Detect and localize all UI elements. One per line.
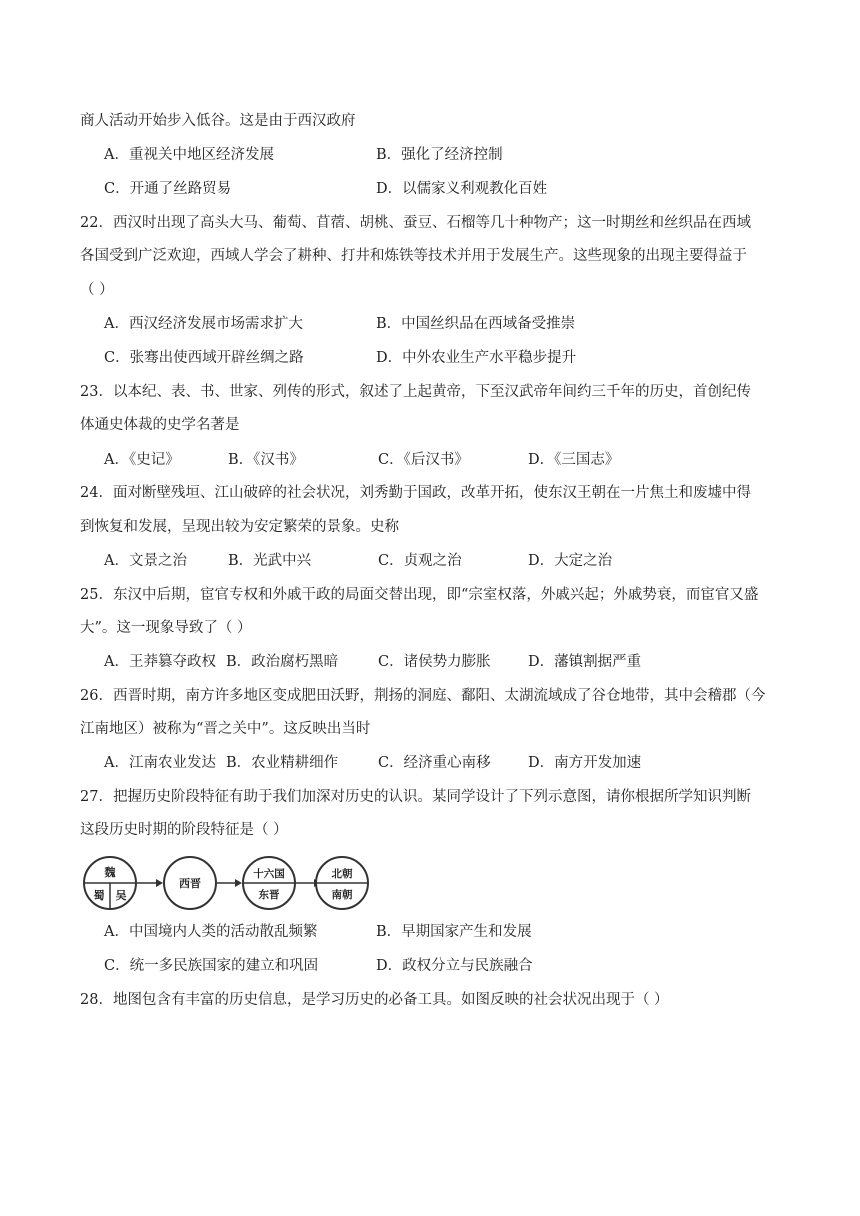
q22-option-b[interactable]: B．中国丝织品在西域备受推崇 — [376, 316, 576, 332]
q25-option-a[interactable]: A．王莽篡夺政权 — [104, 654, 216, 670]
q22-text-line2: 各国受到广泛欢迎，西域人学会了耕种、打井和炼铁等技术并用于发展生产。这些现象的出现主要得益于 — [80, 248, 747, 264]
label-sixteen-kingdoms: 十六国 — [253, 868, 285, 880]
label-wei: 魏 — [104, 866, 116, 879]
q22-option-c[interactable]: C．张骞出使西域开辟丝绸之路 — [104, 350, 304, 366]
q26-option-d[interactable]: D．南方开发加速 — [528, 755, 642, 771]
q25-option-c[interactable]: C．诸侯势力膨胀 — [378, 654, 491, 670]
q23-option-b[interactable]: B．《汉书》 — [228, 452, 304, 468]
q26-option-a[interactable]: A．江南农业发达 — [104, 755, 216, 771]
q23-option-a[interactable]: A．《史记》 — [104, 452, 180, 468]
q26-text-line1: 26．西晋时期，南方许多地区变成肥田沃野，荆扬的洞庭、鄱阳、太湖流域成了谷仓地带，其中会稽郡（今 — [80, 688, 766, 704]
q27-text-line2: 这段历史时期的阶段特征是（ ） — [80, 822, 288, 838]
q26-option-b[interactable]: B．农业精耕细作 — [226, 755, 339, 771]
q22-option-d[interactable]: D．中外农业生产水平稳步提升 — [376, 350, 577, 366]
q27-text-line1: 27．把握历史阶段特征有助于我们加深对历史的认识。某同学设计了下列示意图，请你根据所学知识判断 — [80, 789, 751, 805]
q27-option-b[interactable]: B．早期国家产生和发展 — [376, 924, 532, 940]
q23-option-d[interactable]: D．《三国志》 — [528, 452, 620, 468]
q25-option-d[interactable]: D．藩镇割据严重 — [528, 654, 642, 670]
q23-option-c[interactable]: C．《后汉书》 — [378, 452, 469, 468]
q24-text-line1: 24．面对断壁残垣、江山破碎的社会状况，刘秀勤于国政，改革开拓，使东汉王朝在一片焦土和废墟中得 — [80, 485, 751, 501]
q27-option-c[interactable]: C．统一多民族国家的建立和巩固 — [104, 958, 319, 974]
q21-option-c[interactable]: C．开通了丝路贸易 — [104, 181, 232, 197]
q26-option-c[interactable]: C．经济重心南移 — [378, 755, 491, 771]
arrow-right-icon — [137, 879, 163, 887]
circle-sixteen-kingdoms-eastern-jin — [243, 857, 295, 909]
q24-option-b[interactable]: B．光武中兴 — [228, 553, 312, 569]
q23-text-line2: 体通史体裁的史学名著是 — [80, 417, 240, 433]
label-wu: 吴 — [115, 889, 127, 902]
q21-option-a[interactable]: A．重视关中地区经济发展 — [104, 147, 274, 163]
q21-text: 商人活动开始步入低谷。这是由于西汉政府 — [80, 113, 356, 129]
label-northern-dynasties: 北朝 — [331, 868, 353, 880]
label-western-jin: 西晋 — [179, 877, 201, 890]
q21-option-b[interactable]: B．强化了经济控制 — [376, 147, 503, 163]
q27-option-a[interactable]: A．中国境内人类的活动散乱频繁 — [104, 924, 318, 940]
label-southern-dynasties: 南朝 — [331, 889, 353, 901]
circle-three-kingdoms — [84, 857, 136, 909]
q23-text-line1: 23．以本纪、表、书、世家、列传的形式，叙述了上起黄帝，下至汉武帝年间约三千年的历史，首创纪传 — [80, 384, 751, 400]
q25-text-line2: 大”。这一现象导致了（ ） — [80, 620, 252, 636]
q28-text-line1: 28．地图包含有丰富的历史信息，是学习历史的必备工具。如图反映的社会状况出现于（ ） — [80, 992, 669, 1008]
q22-text-line3: （ ） — [80, 282, 114, 298]
label-shu: 蜀 — [93, 889, 105, 902]
q25-option-b[interactable]: B．政治腐朽黑暗 — [226, 654, 339, 670]
dynasty-flow-diagram — [80, 848, 370, 918]
circle-northern-southern-dynasties — [316, 857, 368, 909]
q24-option-a[interactable]: A．文景之治 — [104, 553, 187, 569]
q24-option-d[interactable]: D．大定之治 — [528, 553, 613, 569]
q26-text-line2: 江南地区）被称为“晋之关中”。这反映出当时 — [80, 721, 371, 737]
q22-option-a[interactable]: A．西汉经济发展市场需求扩大 — [104, 316, 303, 332]
label-eastern-jin: 东晋 — [258, 889, 280, 901]
arrow-right-icon — [217, 879, 242, 887]
q27-option-d[interactable]: D．政权分立与民族融合 — [376, 958, 533, 974]
q25-text-line1: 25．东汉中后期，宦官专权和外戚干政的局面交替出现，即“宗室权落，外戚兴起；外戚势衰，而宦官又盛 — [80, 587, 759, 603]
q22-text-line1: 22．西汉时出现了高头大马、葡萄、苜蓿、胡桃、蚕豆、石榴等几十种物产；这一时期丝和丝织品在西域 — [80, 215, 751, 231]
q24-text-line2: 到恢复和发展，呈现出较为安定繁荣的景象。史称 — [80, 519, 399, 535]
circle-western-jin — [164, 857, 216, 909]
q24-option-c[interactable]: C．贞观之治 — [378, 553, 462, 569]
q21-option-d[interactable]: D．以儒家义利观教化百姓 — [376, 181, 548, 197]
